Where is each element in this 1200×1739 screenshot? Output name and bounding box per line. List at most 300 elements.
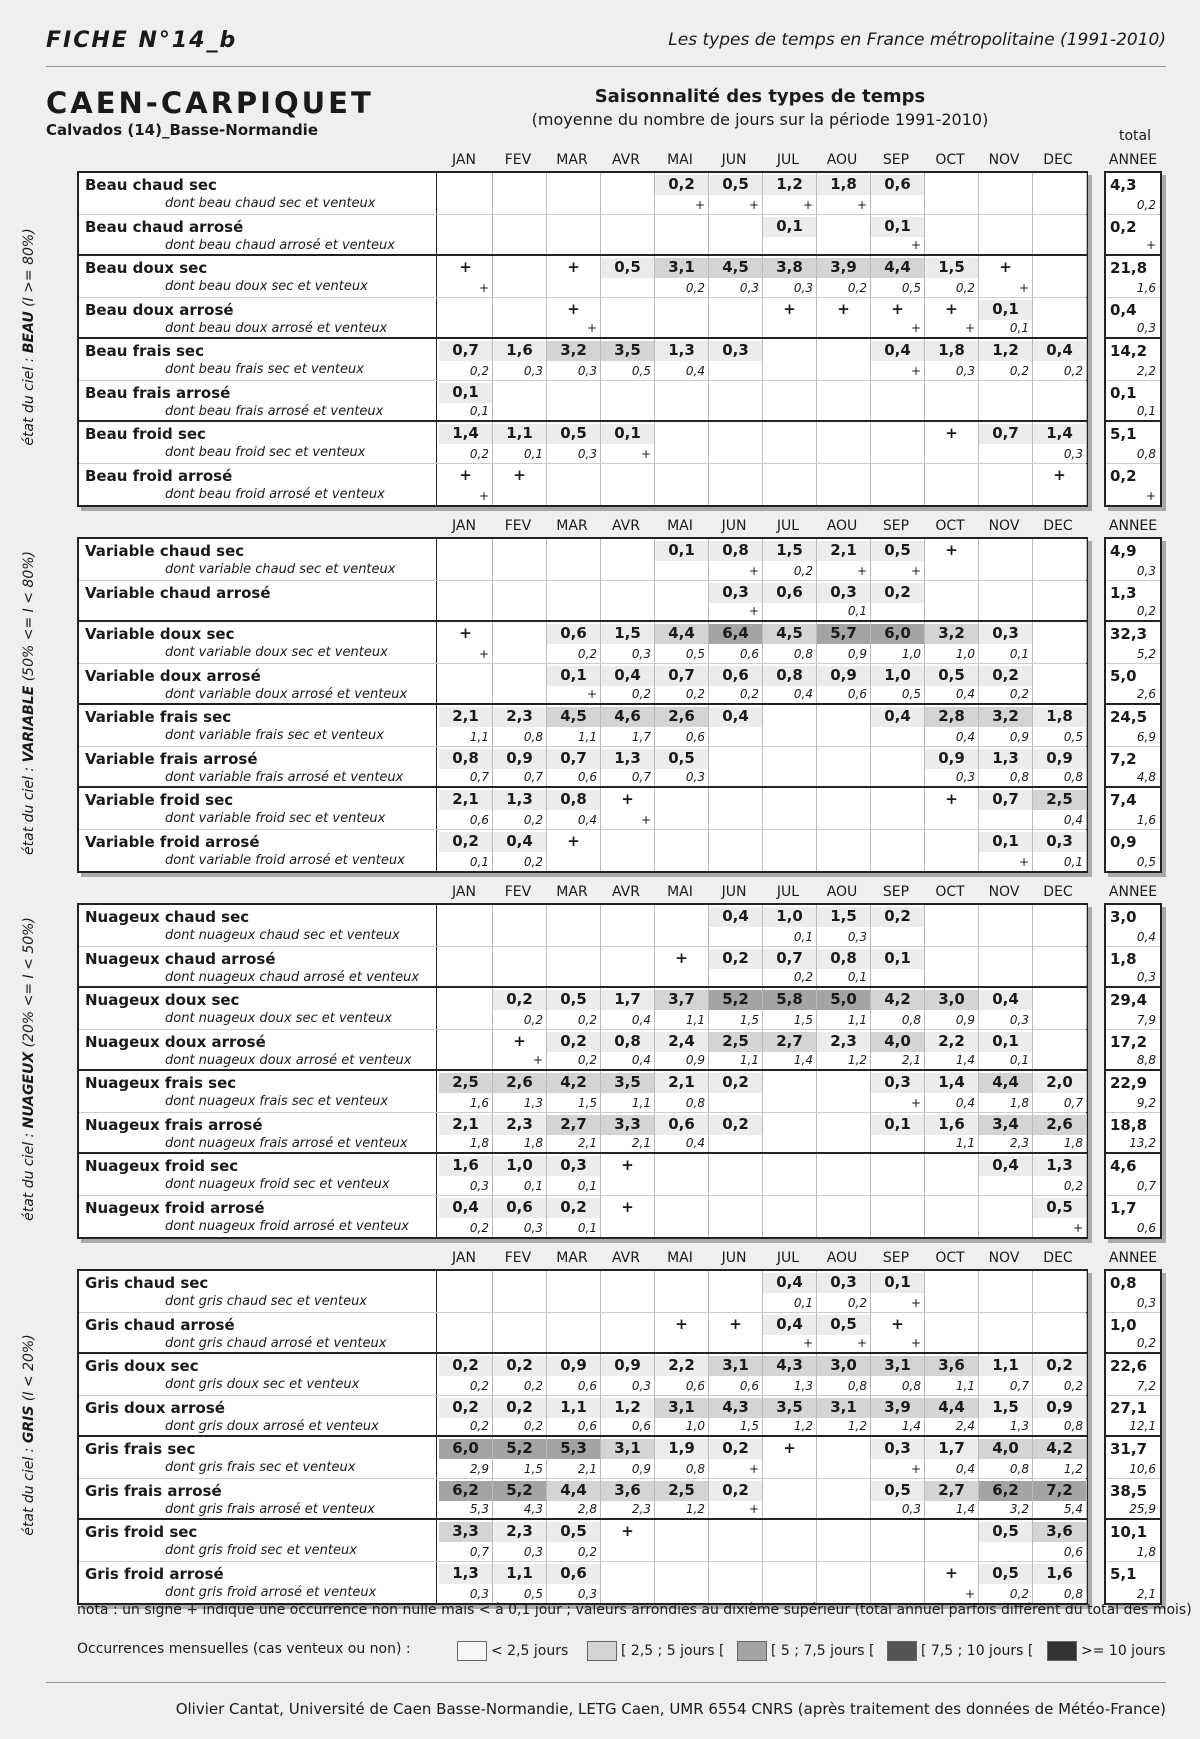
windy-value: 0,2 xyxy=(523,1419,543,1433)
month-value: 0,4 xyxy=(709,907,762,927)
month-value xyxy=(547,541,600,561)
month-value xyxy=(1033,583,1086,603)
month-cell xyxy=(925,622,979,663)
month-cell xyxy=(601,988,655,1029)
windy-value: + xyxy=(478,646,489,661)
annual-windy-total: 0,3 xyxy=(1136,563,1156,578)
windy-value: 0,2 xyxy=(1063,363,1083,378)
month-cell xyxy=(493,1271,547,1312)
windy-value: 2,1 xyxy=(901,1053,921,1067)
month-cell xyxy=(439,1313,493,1353)
annual-total: 1,3 xyxy=(1110,583,1137,602)
windy-value: + xyxy=(748,1502,759,1516)
month-label: DEC xyxy=(1043,884,1073,900)
windy-value: 0,3 xyxy=(739,280,759,295)
month-value xyxy=(439,1315,492,1335)
windy-value: 0,7 xyxy=(523,770,543,784)
month-value xyxy=(493,583,546,603)
month-cell xyxy=(655,1154,709,1195)
month-value: 0,2 xyxy=(493,1398,546,1418)
windy-value: 0,4 xyxy=(685,1136,705,1150)
month-label: DEC xyxy=(1043,1250,1073,1266)
weather-type-label: Beau doux sec xyxy=(85,259,208,277)
month-value: + xyxy=(655,1315,708,1335)
annual-row xyxy=(1106,381,1160,423)
windy-value: 0,8 xyxy=(793,646,813,661)
windy-value: 1,1 xyxy=(955,1378,975,1393)
month-cell xyxy=(817,1313,871,1353)
month-value: 1,0 xyxy=(871,666,924,686)
annual-windy-total: 0,1 xyxy=(1136,404,1156,418)
windy-value: 1,1 xyxy=(469,729,489,744)
month-label: DEC xyxy=(1043,518,1073,534)
month-cell xyxy=(817,947,871,987)
month-value xyxy=(601,583,654,603)
annual-row xyxy=(1106,422,1160,464)
month-value: 0,2 xyxy=(439,832,492,852)
month-value xyxy=(709,1156,762,1176)
month-value: 0,1 xyxy=(979,832,1032,852)
month-cell xyxy=(655,581,709,621)
row-label xyxy=(79,1271,437,1312)
windy-value: 2,1 xyxy=(577,1461,597,1476)
month-cell xyxy=(871,747,925,787)
table-row xyxy=(79,581,1086,623)
weather-subtype-label: dont beau chaud arrosé et venteux xyxy=(165,237,395,253)
month-cell xyxy=(871,1113,925,1153)
sky-state-label xyxy=(21,551,37,855)
annual-total: 10,1 xyxy=(1110,1523,1148,1541)
month-cell xyxy=(871,1030,925,1070)
windy-value: + xyxy=(1018,855,1029,869)
month-label: JUN xyxy=(721,518,747,534)
month-cell xyxy=(1033,539,1087,580)
annual-windy-total: 25,9 xyxy=(1129,1502,1156,1516)
month-value: 0,5 xyxy=(979,1522,1032,1542)
month-cell xyxy=(871,622,925,663)
windy-value: 0,4 xyxy=(685,363,705,378)
month-value xyxy=(601,907,654,927)
month-cell xyxy=(1033,215,1087,255)
table-row xyxy=(79,788,1086,830)
month-value xyxy=(493,541,546,561)
side-label-beau xyxy=(20,171,37,503)
month-value: 5,2 xyxy=(493,1439,546,1459)
month-label: NOV xyxy=(988,518,1020,534)
month-value: + xyxy=(709,1315,762,1335)
month-cell xyxy=(817,705,871,746)
month-cell xyxy=(547,1520,601,1561)
month-label: NOV xyxy=(988,152,1020,168)
month-label: MAR xyxy=(556,1250,588,1266)
month-cell xyxy=(493,422,547,463)
month-value xyxy=(709,1273,762,1293)
month-cell xyxy=(709,830,763,872)
month-value: 0,5 xyxy=(871,541,924,561)
month-value: 1,0 xyxy=(763,907,816,927)
month-cell xyxy=(709,339,763,380)
weather-type-label: Variable doux sec xyxy=(85,625,235,643)
month-value: + xyxy=(655,949,708,969)
month-cell xyxy=(709,539,763,580)
month-value: 4,3 xyxy=(709,1398,762,1418)
month-value: 0,8 xyxy=(439,749,492,769)
month-value: 0,5 xyxy=(871,1481,924,1501)
month-cell xyxy=(547,339,601,380)
month-cell xyxy=(709,1354,763,1395)
month-cell xyxy=(871,339,925,380)
annual-windy-total: 0,4 xyxy=(1136,929,1156,944)
annual-row xyxy=(1106,830,1160,872)
month-value xyxy=(601,1273,654,1293)
month-value xyxy=(817,707,870,727)
sky-state-name: NUAGEUX xyxy=(20,1051,37,1129)
month-value: 0,4 xyxy=(439,1198,492,1218)
row-label xyxy=(79,747,437,787)
windy-value: 0,2 xyxy=(1009,363,1029,378)
sky-state-prefix: état du ciel : xyxy=(20,1443,37,1536)
windy-value: 1,0 xyxy=(955,646,975,661)
month-value: 3,6 xyxy=(925,1356,978,1376)
month-cell xyxy=(493,539,547,580)
month-value: 3,6 xyxy=(601,1481,654,1501)
annual-total-column xyxy=(1104,903,1162,1239)
month-cell xyxy=(979,173,1033,214)
weather-type-label: Gris froid sec xyxy=(85,1523,198,1541)
row-label xyxy=(79,988,437,1029)
month-cell xyxy=(763,1030,817,1070)
windy-value: 0,2 xyxy=(793,563,813,578)
windy-value: 0,3 xyxy=(577,363,597,378)
month-cell xyxy=(655,464,709,506)
windy-value: 2,9 xyxy=(469,1461,489,1476)
month-value: 2,6 xyxy=(493,1073,546,1093)
windy-value: 0,3 xyxy=(847,929,867,944)
month-value: 0,3 xyxy=(817,583,870,603)
month-value: 7,2 xyxy=(1033,1481,1086,1501)
windy-value: 2,8 xyxy=(577,1502,597,1516)
month-cell xyxy=(925,1562,979,1604)
annual-total: 5,1 xyxy=(1110,425,1137,443)
month-value: + xyxy=(439,258,492,278)
windy-value: + xyxy=(856,563,867,578)
windy-value: 1,3 xyxy=(1009,1419,1029,1433)
month-cell xyxy=(1033,1313,1087,1353)
month-value xyxy=(601,217,654,237)
month-cell xyxy=(763,1196,817,1238)
month-cell xyxy=(655,1313,709,1353)
month-value xyxy=(979,466,1032,486)
month-cell xyxy=(655,1071,709,1112)
month-value: 1,6 xyxy=(1033,1564,1086,1584)
month-value: 2,6 xyxy=(655,707,708,727)
month-value xyxy=(1033,1315,1086,1335)
windy-value: + xyxy=(748,563,759,578)
month-cell xyxy=(817,1396,871,1436)
sky-state-label xyxy=(21,228,37,445)
weather-subtype-label: dont nuageux froid arrosé et venteux xyxy=(165,1218,410,1234)
month-value: 0,1 xyxy=(439,383,492,403)
weather-subtype-label: dont gris chaud sec et venteux xyxy=(165,1294,368,1309)
month-cell xyxy=(601,1071,655,1112)
month-value: 6,2 xyxy=(439,1481,492,1501)
month-value: 4,2 xyxy=(547,1073,600,1093)
sky-state-range: (50% <= I < 80%) xyxy=(20,551,37,686)
month-value xyxy=(601,949,654,969)
month-value: 0,5 xyxy=(925,666,978,686)
windy-value: 1,8 xyxy=(469,1136,489,1150)
table-row xyxy=(79,947,1086,989)
table-row xyxy=(79,339,1086,381)
annual-windy-total: 0,7 xyxy=(1136,1178,1156,1193)
weather-type-label: Variable chaud arrosé xyxy=(85,583,271,602)
month-label: AOU xyxy=(826,518,858,534)
month-value xyxy=(763,707,816,727)
month-cell xyxy=(709,1154,763,1195)
month-label: MAR xyxy=(556,884,588,900)
month-value: 3,1 xyxy=(601,1439,654,1459)
month-label: JUN xyxy=(721,1250,747,1266)
month-cell xyxy=(979,947,1033,987)
month-cell xyxy=(439,988,493,1029)
month-value xyxy=(1033,990,1086,1010)
month-cell xyxy=(493,1437,547,1478)
month-value xyxy=(763,341,816,361)
month-value: 0,6 xyxy=(547,1564,600,1584)
month-cell xyxy=(763,1154,817,1195)
month-value xyxy=(979,217,1032,237)
annual-row xyxy=(1106,788,1160,830)
month-cell xyxy=(655,664,709,704)
table-row xyxy=(79,1154,1086,1196)
weather-subtype-label: dont nuageux chaud arrosé et venteux xyxy=(165,969,420,985)
month-cell xyxy=(871,422,925,463)
month-cell xyxy=(547,1313,601,1353)
row-label xyxy=(79,298,437,338)
month-value: 2,7 xyxy=(547,1115,600,1135)
windy-value: 1,1 xyxy=(739,1053,759,1067)
weather-subtype-label: dont nuageux doux arrosé et venteux xyxy=(165,1052,412,1068)
month-value xyxy=(547,217,600,237)
month-cell xyxy=(655,830,709,872)
month-value: 0,3 xyxy=(817,1273,870,1293)
month-cell xyxy=(493,215,547,255)
windy-value: + xyxy=(802,1336,813,1350)
windy-value: 1,5 xyxy=(577,1095,597,1110)
month-cell xyxy=(547,256,601,297)
month-cell xyxy=(439,1437,493,1478)
month-value xyxy=(1033,258,1086,278)
month-value xyxy=(817,832,870,852)
legend-swatch xyxy=(737,1641,767,1661)
month-cell xyxy=(763,298,817,338)
windy-value: 0,3 xyxy=(631,1378,651,1393)
table-row xyxy=(79,381,1086,423)
windy-value: 0,2 xyxy=(1009,687,1029,701)
windy-value: 0,3 xyxy=(955,363,975,378)
windy-value: 1,8 xyxy=(1009,1095,1029,1110)
month-value xyxy=(925,383,978,403)
annual-windy-total: 1,6 xyxy=(1136,280,1156,295)
month-value: 4,4 xyxy=(925,1398,978,1418)
row-label xyxy=(79,256,437,297)
month-cell xyxy=(763,1479,817,1519)
sky-state-prefix: état du ciel : xyxy=(20,353,37,446)
windy-value: 0,1 xyxy=(577,1221,597,1235)
month-value: 4,3 xyxy=(763,1356,816,1376)
month-value xyxy=(655,383,708,403)
month-label: JAN xyxy=(452,152,476,168)
table-row xyxy=(79,1071,1086,1113)
weather-type-label: Gris frais sec xyxy=(85,1440,196,1458)
month-cell xyxy=(439,1113,493,1153)
table-row xyxy=(79,664,1086,706)
month-label: JUL xyxy=(776,152,800,168)
month-value: 0,6 xyxy=(871,175,924,195)
annual-row xyxy=(1106,1479,1160,1521)
month-value: 0,1 xyxy=(871,1115,924,1135)
month-cell xyxy=(493,664,547,704)
windy-value: 1,5 xyxy=(523,1461,543,1476)
windy-value: 1,2 xyxy=(793,1419,813,1433)
annual-windy-total: 7,9 xyxy=(1136,1012,1156,1027)
month-cell xyxy=(709,581,763,621)
windy-value: 0,5 xyxy=(685,646,705,661)
month-value xyxy=(709,424,762,444)
windy-value: 0,4 xyxy=(631,1053,651,1067)
month-value: 2,8 xyxy=(925,707,978,727)
month-value xyxy=(439,1032,492,1052)
month-value: 2,5 xyxy=(1033,790,1086,810)
month-cell xyxy=(817,1520,871,1561)
month-value: 2,1 xyxy=(655,1073,708,1093)
weather-type-label: Gris doux arrosé xyxy=(85,1398,225,1417)
month-value xyxy=(1033,175,1086,195)
month-value: 4,4 xyxy=(655,624,708,644)
weather-subtype-label: dont variable froid arrosé et venteux xyxy=(165,852,405,868)
annual-row xyxy=(1106,173,1160,215)
month-value: 6,0 xyxy=(871,624,924,644)
windy-value: 1,2 xyxy=(847,1419,867,1433)
windy-value: 0,2 xyxy=(523,1378,543,1393)
windy-value: 0,9 xyxy=(955,1012,975,1027)
annual-total: 4,9 xyxy=(1110,542,1137,560)
month-value: + xyxy=(493,1032,546,1052)
annual-total: 3,0 xyxy=(1110,908,1137,926)
windy-value: 1,3 xyxy=(523,1095,543,1110)
windy-value: 0,6 xyxy=(739,646,759,661)
sky-state-prefix: état du ciel : xyxy=(20,1128,37,1221)
month-value: 0,2 xyxy=(493,1356,546,1376)
month-cell xyxy=(439,581,493,621)
month-cell xyxy=(439,1354,493,1395)
month-value xyxy=(493,624,546,644)
annual-row xyxy=(1106,747,1160,789)
month-value: 4,5 xyxy=(709,258,762,278)
month-value: 0,3 xyxy=(1033,832,1086,852)
month-cell xyxy=(493,1520,547,1561)
month-value: 1,5 xyxy=(925,258,978,278)
month-value xyxy=(817,1198,870,1218)
windy-value: 0,1 xyxy=(847,970,867,984)
month-value xyxy=(601,1315,654,1335)
windy-value: 0,2 xyxy=(631,687,651,701)
month-value: 1,5 xyxy=(763,541,816,561)
month-cell xyxy=(655,173,709,214)
month-cell xyxy=(1033,339,1087,380)
month-value: 1,0 xyxy=(493,1156,546,1176)
month-value xyxy=(817,424,870,444)
month-cell xyxy=(925,1196,979,1238)
month-value: 0,1 xyxy=(871,1273,924,1293)
month-value: + xyxy=(925,541,978,561)
month-cell xyxy=(763,339,817,380)
annual-row xyxy=(1106,905,1160,947)
table-row xyxy=(79,539,1086,581)
month-value xyxy=(655,1522,708,1542)
month-cell xyxy=(493,173,547,214)
table-row xyxy=(79,1354,1086,1396)
month-cell xyxy=(655,1562,709,1604)
month-cell xyxy=(925,173,979,214)
windy-value: 1,4 xyxy=(901,1419,921,1433)
row-label xyxy=(79,215,437,255)
month-value xyxy=(1033,1273,1086,1293)
windy-value: + xyxy=(478,280,489,295)
month-cell xyxy=(601,1437,655,1478)
month-value xyxy=(979,1273,1032,1293)
month-value xyxy=(547,1315,600,1335)
annual-windy-total: 0,5 xyxy=(1136,855,1156,869)
month-value xyxy=(763,383,816,403)
month-cell xyxy=(763,1113,817,1153)
month-cell xyxy=(817,422,871,463)
month-cell xyxy=(547,298,601,338)
month-cell xyxy=(709,1030,763,1070)
month-value xyxy=(493,666,546,686)
windy-value: 1,1 xyxy=(631,1095,651,1110)
windy-value: + xyxy=(748,1461,759,1476)
month-value xyxy=(547,466,600,486)
windy-value: 4,3 xyxy=(523,1502,543,1516)
month-value: 0,2 xyxy=(709,949,762,969)
month-value xyxy=(1033,624,1086,644)
month-cell xyxy=(601,256,655,297)
month-label: SEP xyxy=(882,884,910,900)
row-label xyxy=(79,1520,437,1561)
month-cell xyxy=(547,1479,601,1519)
month-cell xyxy=(547,1113,601,1153)
row-label xyxy=(79,664,437,704)
windy-value: 0,2 xyxy=(685,687,705,701)
month-cell xyxy=(493,988,547,1029)
month-cell xyxy=(979,1030,1033,1070)
month-cell xyxy=(1033,622,1087,663)
month-value: 0,9 xyxy=(547,1356,600,1376)
month-label: AOU xyxy=(826,152,858,168)
windy-value: 0,3 xyxy=(685,770,705,784)
windy-value: 0,2 xyxy=(793,970,813,984)
annual-total: 0,4 xyxy=(1110,300,1137,319)
windy-value: 1,5 xyxy=(793,1012,813,1027)
windy-value: 0,4 xyxy=(955,687,975,701)
month-cell xyxy=(439,1196,493,1238)
annual-total: 5,1 xyxy=(1110,1564,1137,1583)
month-cell xyxy=(763,1313,817,1353)
sky-state-label xyxy=(21,917,37,1221)
month-cell xyxy=(439,464,493,506)
month-cell xyxy=(655,1354,709,1395)
